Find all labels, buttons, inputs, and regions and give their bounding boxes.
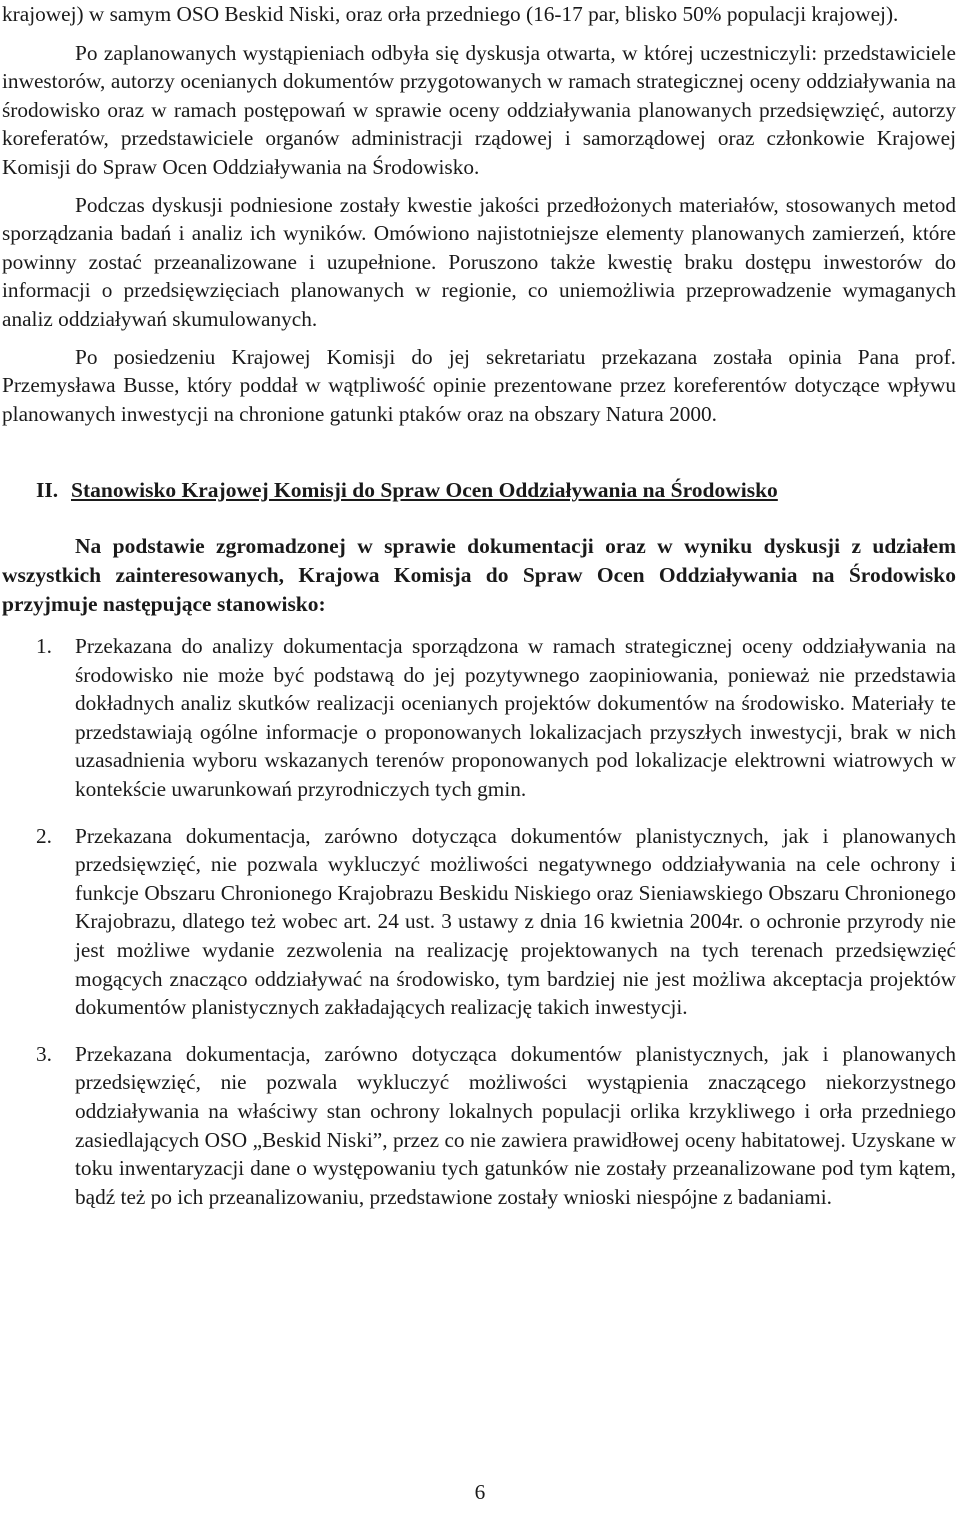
paragraph-continuation: krajowej) w samym OSO Beskid Niski, oraz orła przedniego (16-17 par, blisko 50% populacji krajowej). [2,2,899,26]
section-heading [2,475,956,505]
page-number: 6 [474,1480,486,1504]
document-page [2,0,956,1515]
section-number: II. [36,478,59,503]
list-item-number: 1. [36,634,52,659]
list-item [2,1040,956,1212]
paragraph-issues: Podczas dyskusji podniesione zostały kwestie jakości przedłożonych materiałów, stosowanych metod sporządzania badań i analiz ich wyników. Omówiono najistotniejsze elementy planowanych zamierzeń, które powinny zostać przeanalizowane i uzupełnione. Poruszono także kwestię braku dostępu inwestorów do informacji o przedsięwzięciach planowanych w regionie, co uniemożliwia przeprowadzenie wymaganych analiz oddziaływań skumulowanych. [2,192,956,331]
list-item-number: 3. [36,1041,52,1066]
lead-statement: Na podstawie zgromadzonej w sprawie dokumentacji oraz w wyniku dyskusji z udziałem wszystkich zainteresowanych, Krajowa Komisja do Spraw Ocen Oddziaływania na Środowisko przyjmuje następujące stanowisko: [2,534,956,616]
list-item-number: 2. [36,823,52,848]
list-item-text: Przekazana dokumentacja, zarówno dotycząca dokumentów planistycznych, jak i planowanych przedsięwzięć, nie pozwala wykluczyć możliwości wystąpienia znaczącego niekorzystnego oddziaływania na właściwy stan ochrony lokalnych populacji orlika krzykliwego i orła przedniego zasiedlających OSO „Beskid Niski”, przez co nie zawiera prawidłowej oceny habitatowej. Uzyskane w toku inwentaryzacji dane o występowaniu tych gatunków nie zostały przeanalizowane pod tym kątem, bądź też po ich przeanalizowaniu, przedstawione zostały wnioski niespójne z badaniami. [75,1041,956,1209]
paragraph-opinion: Po posiedzeniu Krajowej Komisji do jej sekretariatu przekazana została opinia Pana prof. Przemysława Busse, który poddał w wątpliwość opinie prezentowane przez koreferentów dotyczące wpływu planowanych inwestycji na chronione gatunki ptaków oraz na obszary Natura 2000. [2,344,956,426]
list-item-text: Przekazana dokumentacja, zarówno dotycząca dokumentów planistycznych, jak i planowanych przedsięwzięć, nie pozwala wykluczyć możliwości negatywnego oddziaływania na cele ochrony i funkcje Obszaru Chronionego Krajobrazu Beskidu Niskiego oraz Sieniawskiego Obszaru Chronionego Krajobrazu, dlatego też wobec art. 24 ust. 3 ustawy z dnia 16 kwietnia 2004r. o ochronie przyrody nie jest możliwe wydanie zezwolenia na realizację projektowanych na tych terenach przedsięwzięć mogących znacząco oddziaływać na środowisko, tym bardziej nie jest możliwa akceptacja projektów dokumentów planistycznych zakładających realizację takich inwestycji. [75,823,956,1020]
paragraph-discussion: Po zaplanowanych wystąpieniach odbyła się dyskusja otwarta, w której uczestniczyli: przedstawiciele inwestorów, autorzy ocenianych dokumentów przygotowanych w ramach strategicznej oceny oddziaływania na środowisko oraz w ramach postępowań w sprawie oceny oddziaływania planowanych przedsięwzięć, autorzy koreferatów, przedstawiciele organów administracji rządowej i samorządowej oraz członkowie Krajowej Komisji do Spraw Ocen Oddziaływania na Środowisko. [2,40,956,179]
list-item-text: Przekazana do analizy dokumentacja sporządzona w ramach strategicznej oceny oddziaływania na środowisko nie może być podstawą do jej pozytywnego zaopiniowania, ponieważ nie przedstawia dokładnych analiz skutków realizacji ocenianych projektów dokumentów na środowisko. Materiały te przedstawiają ogólne informacje o proponowanych lokalizacjach przyszłych inwestycji, brak w nich uzasadnienia wyboru wskazanych terenów proponowanych pod lokalizacje elektrowni wiatrowych w kontekście uwarunkowań przyrodniczych tych gmin. [75,634,956,802]
position-list [2,632,956,1211]
list-item [2,632,956,804]
list-item [2,822,956,1022]
section-title: Stanowisko Krajowej Komisji do Spraw Ocen Oddziaływania na Środowisko [71,478,778,503]
